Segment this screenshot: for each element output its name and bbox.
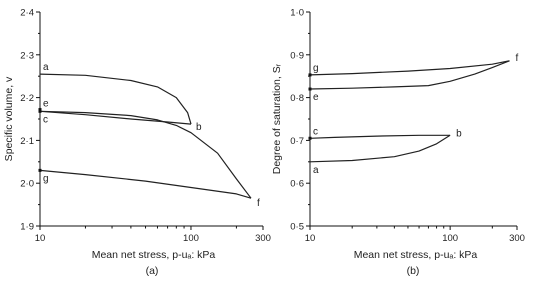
curve-c-f xyxy=(40,111,251,198)
y-tick-label: 2·1 xyxy=(20,135,34,147)
marker-e xyxy=(39,108,42,111)
curve-a-b xyxy=(310,135,450,162)
marker-g xyxy=(39,169,42,172)
point-label-g: g xyxy=(43,173,49,185)
point-label-f: f xyxy=(515,52,519,64)
x-axis-label: Mean net stress, p-uₐ: kPa xyxy=(353,249,478,261)
x-tick-label: 300 xyxy=(509,233,525,244)
y-tick-label: 0·9 xyxy=(290,50,304,62)
y-tick-label: 0·6 xyxy=(290,178,304,190)
y-tick-label: 2·0 xyxy=(20,178,34,190)
x-tick-label: 10 xyxy=(304,233,316,244)
x-axis-label: Mean net stress, p-uₐ: kPa xyxy=(91,249,216,261)
point-label-c: c xyxy=(313,126,318,138)
y-tick-label: 0·7 xyxy=(290,135,304,147)
point-label-b: b xyxy=(195,122,202,134)
x-tick-label: 300 xyxy=(255,233,271,244)
point-label-g: g xyxy=(313,62,319,74)
curve-b-c xyxy=(40,111,191,124)
y-tick-label: 0·8 xyxy=(290,93,304,105)
y-axis-label: Specific volume, v xyxy=(3,76,15,162)
panel-b xyxy=(271,8,525,278)
y-tick-label: 2·2 xyxy=(20,93,34,105)
marker-g xyxy=(309,73,312,76)
marker-c xyxy=(309,137,312,140)
point-label-a: a xyxy=(313,164,319,176)
panel-a xyxy=(3,8,271,278)
y-tick-label: 2·4 xyxy=(20,7,34,19)
point-label-a: a xyxy=(43,62,49,74)
point-label-f: f xyxy=(257,198,260,210)
y-tick-label: 1·9 xyxy=(20,221,34,233)
y-tick-label: 1·0 xyxy=(290,7,304,19)
y-axis-label: Degree of saturation, Sᵣ xyxy=(271,63,283,175)
curve-f-g xyxy=(40,170,251,198)
panel-caption: (b) xyxy=(406,265,420,277)
point-label-e: e xyxy=(313,92,319,104)
y-tick-label: 2·3 xyxy=(20,50,34,62)
marker-e xyxy=(309,88,312,91)
panel-caption: (a) xyxy=(145,265,159,277)
curve-b-c xyxy=(310,135,450,138)
x-tick-label: 100 xyxy=(183,233,199,244)
x-tick-label: 10 xyxy=(34,233,46,244)
point-label-e: e xyxy=(43,98,49,110)
point-label-b: b xyxy=(456,128,462,140)
point-label-c: c xyxy=(43,114,48,126)
curve-a-b xyxy=(40,74,191,124)
y-tick-label: 0·5 xyxy=(290,221,304,233)
x-tick-label: 100 xyxy=(442,233,459,244)
